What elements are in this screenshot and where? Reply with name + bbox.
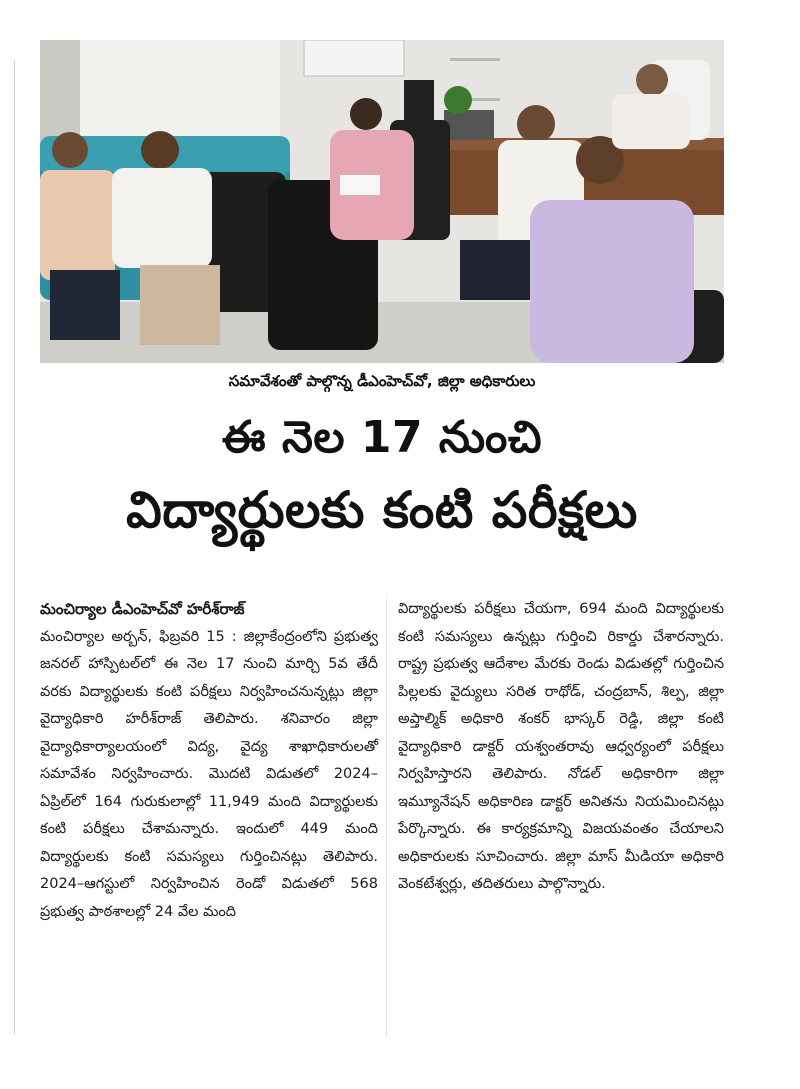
column-divider — [386, 598, 387, 1038]
page-margin-rule — [14, 60, 15, 1035]
photo-caption: సమావేశంతో పాల్గొన్న డీఎంహెచ్‌వో, జిల్లా అధికారులు — [228, 372, 536, 390]
news-photo — [40, 40, 724, 363]
article-column-left — [40, 596, 378, 926]
headline-line-2: విద్యార్థులకు కంటి పరీక్షలు — [126, 481, 638, 539]
article-column-right — [398, 596, 724, 899]
byline: మంచిర్యాల డీఎంహెచ్‌వో హరీశ్‌రాజ్ — [40, 600, 245, 618]
article-text-left: మంచిర్యాల అర్బన్, ఫిబ్రవరి 15 : జిల్లాకేంద్రంలోని ప్రభుత్వ జనరల్ హాస్పిటల్‌లో ఈ నెల 17 నుంచి మార్చి 5వ తేదీ వరకు విద్యార్థులకు కంటి పరీక్షలు నిర్వహించనున్నట్లు జిల్లా వైద్యాధికారి హరీశ్‌రాజ్ తెలిపారు. శనివారం జిల్లా వైద్యాధికార్యాలయంలో విద్య, వైద్య శాఖాధికారులతో సమావేశం నిర్వహించారు. మొదటి విడుతలో 2024–ఏప్రిల్‌లో 164 గురుకులాల్లో 11,949 మంది విద్యార్థులకు కంటి పరీక్షలు చేశామన్నారు. ఇందులో 449 మంది విద్యార్థులకు కంటి సమస్యలు గుర్తించినట్లు తెలిపారు. 2024–ఆగస్టులో నిర్వహించిన రెండో విడుతలో 568 ప్రభుత్వ పాఠశాలల్లో 24 వేల మంది — [40, 628, 378, 920]
article-text-right: విద్యార్థులకు పరీక్షలు చేయగా, 694 మంది విద్యార్థులకు కంటి సమస్యలు ఉన్నట్లు గుర్తించి రికార్డు చేశారన్నారు. రాష్ట్ర ప్రభుత్వ ఆదేశాల మేరకు రెండు విడుతల్లో గుర్తించిన పిల్లలకు వైద్యులు సరిత రాథోడ్, చంద్రబాన్, శిల్ప, జిల్లా అప్తాల్మిక్ అధికారి శంకర్ భాస్కర్ రెడ్డి, జిల్లా కంటి వైద్యాధికారి డాక్టర్ యశ్వంతరావు ఆధ్వర్యంలో పరీక్షలు నిర్వహిస్తారని తెలిపారు. నోడల్ అధికారిగా జిల్లా ఇమ్యూనేషన్ అధికారిణ డాక్టర్ అనితను నియమించినట్లు పేర్కొన్నారు. ఈ కార్యక్రమాన్ని విజయవంతం చేయాలని అధికారులకు సూచించారు. జిల్లా మాస్ మీడియా అధికారి వెంకటేశ్వర్లు, తదితరులు పాల్గొన్నారు. — [398, 601, 724, 892]
meeting-photo-icon — [40, 40, 724, 363]
headline-line-1: ఈ నెల 17 నుంచి — [221, 412, 543, 463]
